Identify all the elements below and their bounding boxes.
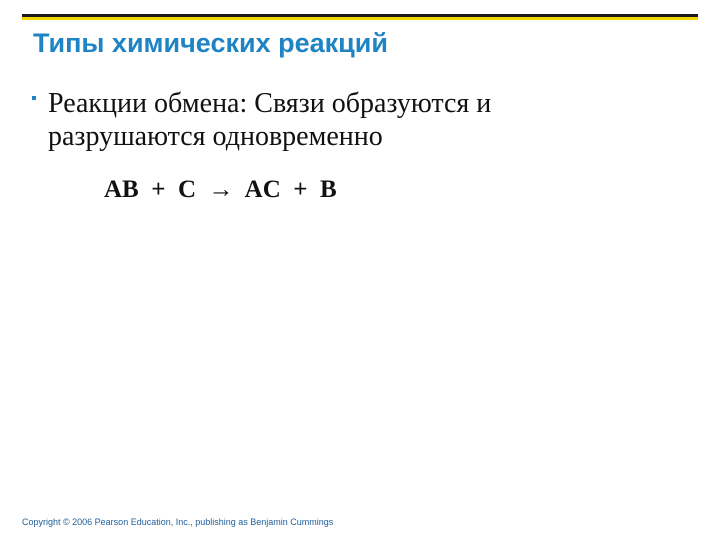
bullet-square-icon bbox=[32, 96, 36, 100]
copyright-footer: Copyright © 2006 Pearson Education, Inc., publishing as Benjamin Cummings bbox=[22, 517, 334, 527]
reaction-equation: AB + C → AC + B bbox=[104, 176, 337, 203]
bullet-text bbox=[48, 87, 638, 153]
bullet-line-1: Реакции обмена: Связи образуются и bbox=[48, 88, 492, 119]
top-rule-accent bbox=[22, 17, 698, 20]
bullet-line-2: разрушаются одновременно bbox=[48, 121, 383, 152]
slide-title: Типы химических реакций bbox=[33, 28, 388, 58]
